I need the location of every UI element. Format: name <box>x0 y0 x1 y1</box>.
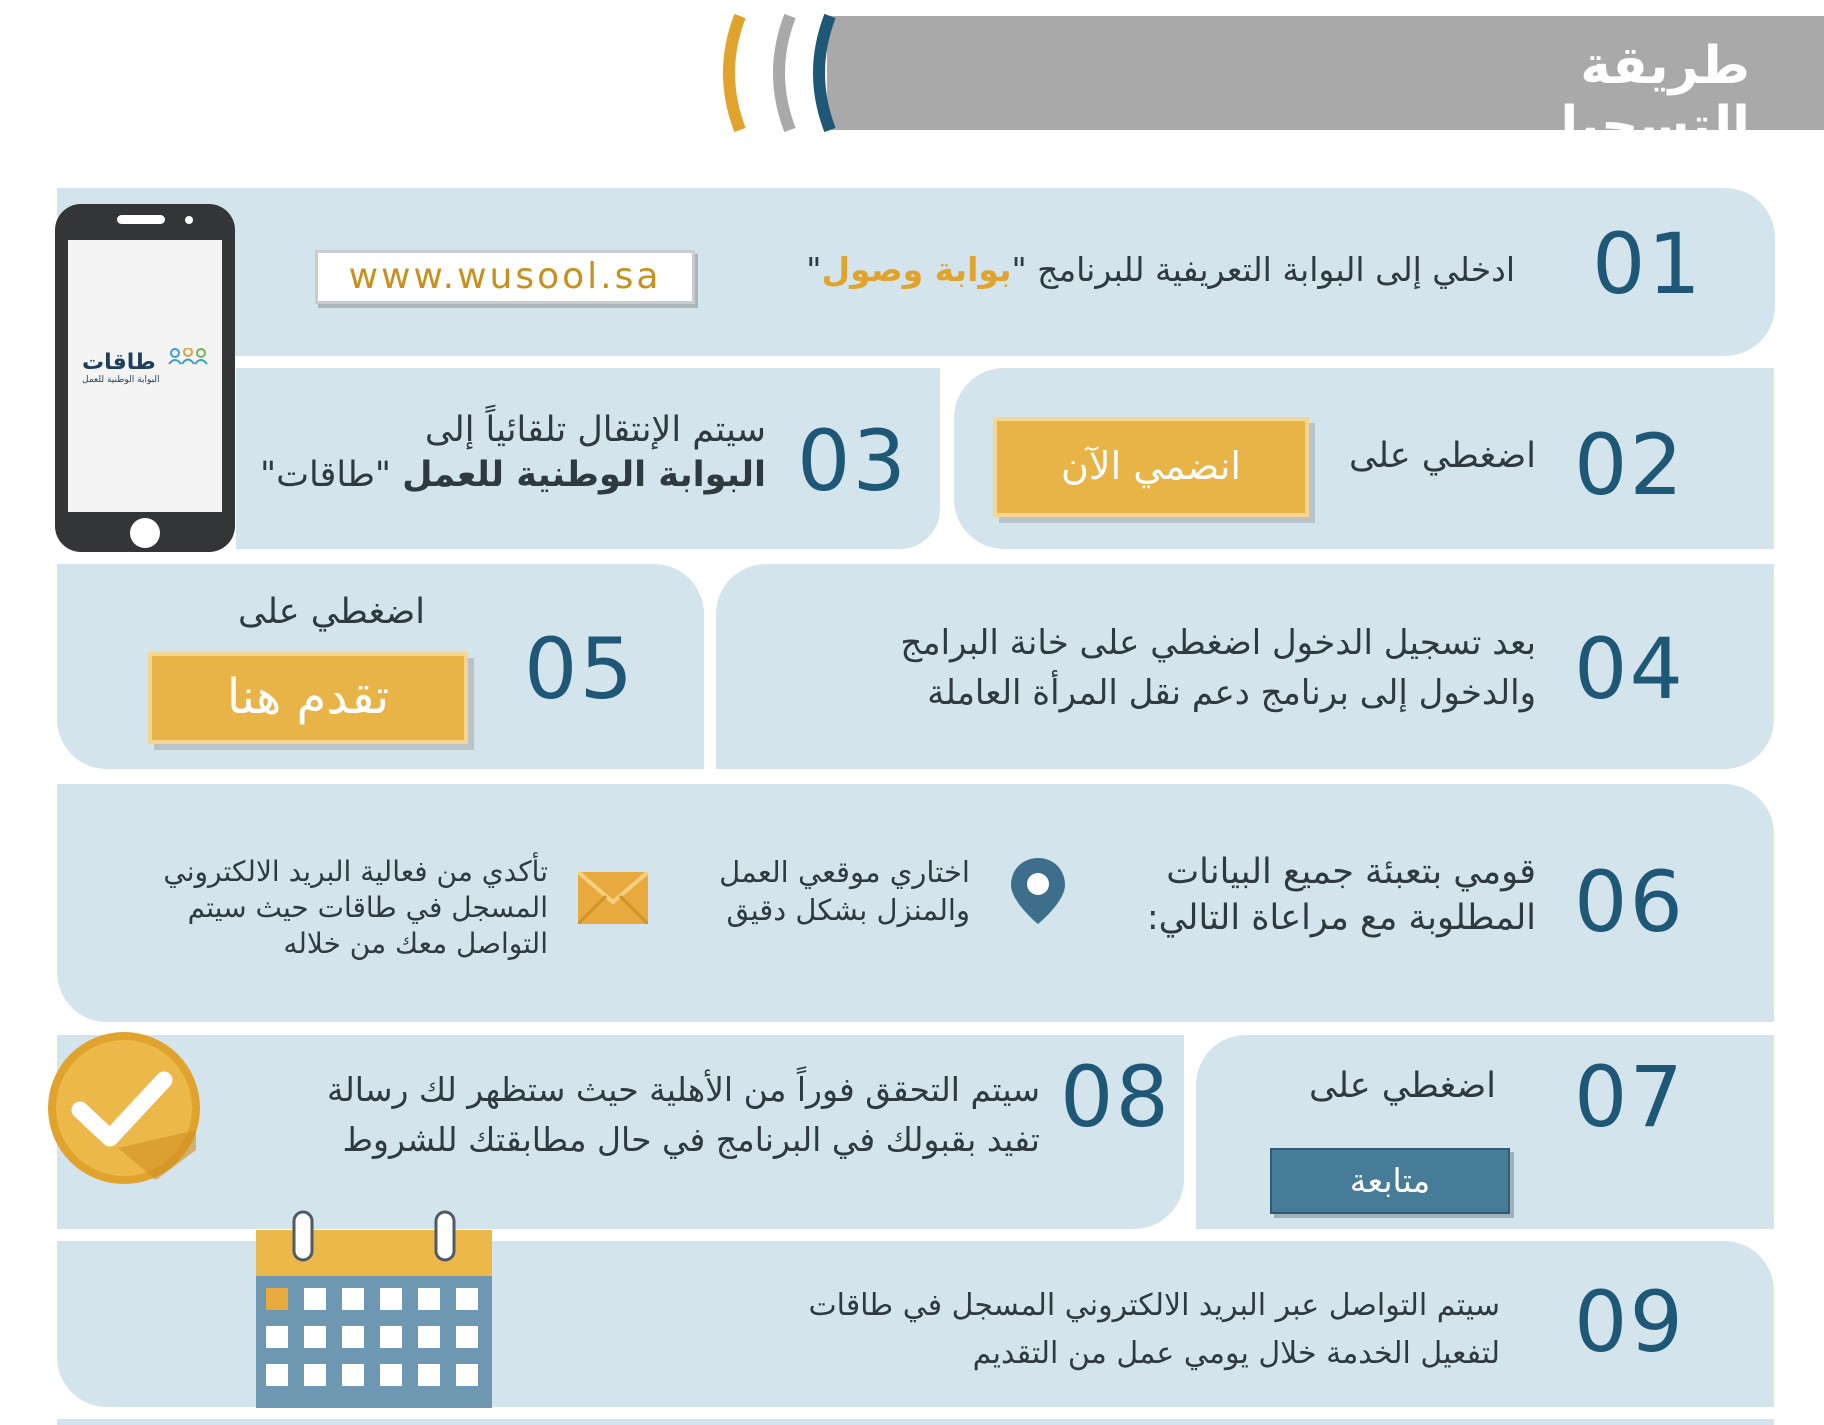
apply-here-button[interactable] <box>148 652 468 744</box>
step-05-number: 05 <box>524 620 635 718</box>
email-line3: التواصل معك من خلاله <box>283 927 548 960</box>
blue-arc <box>819 16 830 130</box>
step-01-text-b: " <box>806 250 822 289</box>
step-04-line2: والدخول إلى برنامج دعم نقل المرأة العاملة <box>927 673 1536 713</box>
calendar-icon <box>256 1208 492 1408</box>
apply-here-label: تقدم هنا <box>226 669 390 725</box>
step-01-number: 01 <box>1592 215 1703 313</box>
url-box[interactable] <box>315 250 695 304</box>
step-06-number: 06 <box>1574 853 1685 951</box>
national-portal-name: البوابة الوطنية للعمل <box>402 455 766 495</box>
gold-arc <box>729 16 740 130</box>
envelope-icon <box>578 872 648 924</box>
step-03-line1: سيتم الإنتقال تلقائياً إلى <box>424 410 766 450</box>
continue-button[interactable] <box>1270 1148 1510 1214</box>
email-line2: المسجل في طاقات حيث سيتم <box>187 891 548 924</box>
logo-people-icon <box>168 348 208 366</box>
continue-label: متابعة <box>1349 1161 1431 1200</box>
phone-camera <box>185 216 193 224</box>
step-03-line2 <box>230 455 766 495</box>
header-arcs <box>700 10 850 136</box>
bottom-strip <box>57 1419 1774 1425</box>
phone-icon <box>55 204 235 552</box>
tagat-logo <box>76 350 216 385</box>
step-06-line2: المطلوبة مع مراعاة التالي: <box>1146 898 1536 938</box>
email-line1: تأكدي من فعالية البريد الالكتروني <box>163 855 548 888</box>
step-05-text: اضغطي على <box>238 592 425 632</box>
step-08-line2: تفيد بقبولك في البرنامج في حال مطابقتك للشروط <box>342 1120 1040 1159</box>
step-09-number: 09 <box>1574 1273 1685 1371</box>
url-link[interactable]: www.wusool.sa <box>348 256 662 297</box>
location-line2: والمنزل بشكل دقيق <box>726 893 970 927</box>
logo-name: طاقات <box>82 350 156 375</box>
phone-home-button <box>130 518 160 548</box>
step-02-text: اضغطي على <box>1349 436 1536 476</box>
step-03-number: 03 <box>797 412 908 510</box>
step-09-line2: لتفعيل الخدمة خلال يومي عمل من التقديم <box>972 1336 1500 1371</box>
step-03-line2-rest: "طاقات" <box>259 455 403 495</box>
step-08-line1: سيتم التحقق فوراً من الأهلية حيث ستظهر لك رسالة <box>327 1070 1040 1109</box>
location-line1: اختاري موقعي العمل <box>719 855 970 889</box>
phone-screen <box>68 240 222 512</box>
page-title: طريقة التسجيل <box>1533 36 1750 156</box>
step-01-text-a: ادخلي إلى البوابة التعريفية للبرنامج " <box>1011 250 1515 289</box>
phone-speaker <box>117 215 165 224</box>
checkmark-badge-icon <box>46 1030 202 1186</box>
join-now-label: انضمي الآن <box>1061 444 1241 488</box>
grey-arc <box>779 16 790 130</box>
step-08-number: 08 <box>1060 1048 1171 1146</box>
step-01-text <box>700 250 1515 289</box>
step-07-number: 07 <box>1574 1048 1685 1146</box>
step-06-line1: قومي بتعبئة جميع البيانات <box>1166 852 1536 892</box>
step-02-number: 02 <box>1574 416 1685 514</box>
step-07-text: اضغطي على <box>1309 1066 1496 1106</box>
join-now-button[interactable] <box>993 417 1309 517</box>
program-name: بوابة وصول <box>821 250 1012 289</box>
logo-subtitle: البوابة الوطنية للعمل <box>82 375 160 385</box>
location-pin-icon <box>1008 856 1068 926</box>
step-09-line1: سيتم التواصل عبر البريد الالكتروني المسجل في طاقات <box>808 1288 1500 1323</box>
step-04-number: 04 <box>1574 620 1685 718</box>
step-04-line1: بعد تسجيل الدخول اضغطي على خانة البرامج <box>900 623 1536 663</box>
